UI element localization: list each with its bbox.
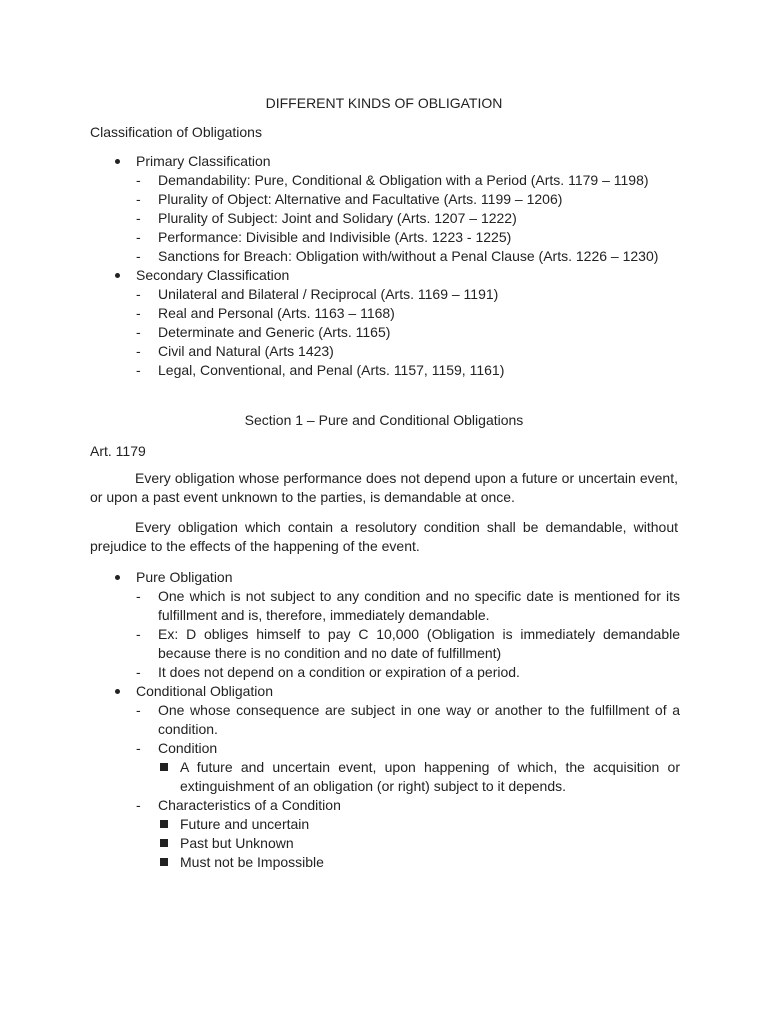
secondary-classification-item [112,266,680,380]
primary-classification-item [112,152,680,266]
characteristic-future-uncertain: Future and uncertain [158,815,680,834]
classification-heading: Classification of Obligations [90,124,262,140]
conditional-obligation-label: Conditional Obligation [136,683,273,699]
section-title: Section 1 – Pure and Conditional Obligations [244,412,524,428]
document-title: DIFFERENT KINDS OF OBLIGATION [265,95,503,111]
primary-item-plurality-object: - Plurality of Object: Alternative and Facultative (Arts. 1199 – 1206) [136,190,680,209]
secondary-classification-label: Secondary Classification [136,267,290,283]
pure-obligation-label: Pure Obligation [136,569,233,585]
characteristics-item [136,796,680,872]
primary-item-sanctions: - Sanctions for Breach: Obligation with/without a Penal Clause (Arts. 1226 – 1230) [136,247,680,266]
characteristic-past-unknown: Past but Unknown [158,834,680,853]
secondary-item-legal: - Legal, Conventional, and Penal (Arts. 1157, 1159, 1161) [136,361,680,380]
primary-classification-sublist [136,171,680,266]
article-paragraph-2: Every obligation which contain a resolutory condition shall be demandable, without prejudice to the effects of the happening of the event. [90,519,678,554]
condition-definition: A future and uncertain event, upon happening of which, the acquisition or extinguishment of an obligation (or right) subject to it depends. [158,758,680,796]
characteristics-sublist [158,815,680,872]
pure-obligation-sublist [136,587,680,682]
conditional-obligation-definition: - One whose consequence are subject in one way or another to the fulfillment of a condition. [136,701,680,739]
pure-obligation-note: - It does not depend on a condition or expiration of a period. [136,663,680,682]
condition-label: Condition [158,740,218,756]
conditional-obligation-item [112,682,680,872]
condition-item [136,739,680,796]
pure-obligation-definition: - One which is not subject to any condition and no specific date is mentioned for its fulfillment and is, therefore, immediately demandable. [136,587,680,625]
secondary-item-real-personal: - Real and Personal (Arts. 1163 – 1168) [136,304,680,323]
pure-obligation-example: - Ex: D obliges himself to pay C 10,000 (Obligation is immediately demandable because there is no condition and no date of fulfillment) [136,625,680,663]
classification-list [112,152,680,380]
primary-classification-label: Primary Classification [136,153,271,169]
condition-sublist [158,758,680,796]
conditional-obligation-sublist [136,701,680,872]
primary-item-demandability: - Demandability: Pure, Conditional & Obligation with a Period (Arts. 1179 – 1198) [136,171,680,190]
characteristic-not-impossible: Must not be Impossible [158,853,680,872]
article-paragraph-1: Every obligation whose performance does not depend upon a future or uncertain event, or upon a past event unknown to the parties, is demandable at once. [90,470,678,505]
characteristics-label: Characteristics of a Condition [158,797,341,813]
article-label: Art. 1179 [90,443,146,459]
secondary-item-civil-natural: - Civil and Natural (Arts 1423) [136,342,680,361]
pure-obligation-item [112,568,680,682]
secondary-item-determinate: - Determinate and Generic (Arts. 1165) [136,323,680,342]
secondary-item-unilateral: - Unilateral and Bilateral / Reciprocal (Arts. 1169 – 1191) [136,285,680,304]
primary-item-plurality-subject: - Plurality of Subject: Joint and Solidary (Arts. 1207 – 1222) [136,209,680,228]
secondary-classification-sublist [136,285,680,380]
primary-item-performance: - Performance: Divisible and Indivisible (Arts. 1223 - 1225) [136,228,680,247]
obligation-types-list [112,568,680,872]
